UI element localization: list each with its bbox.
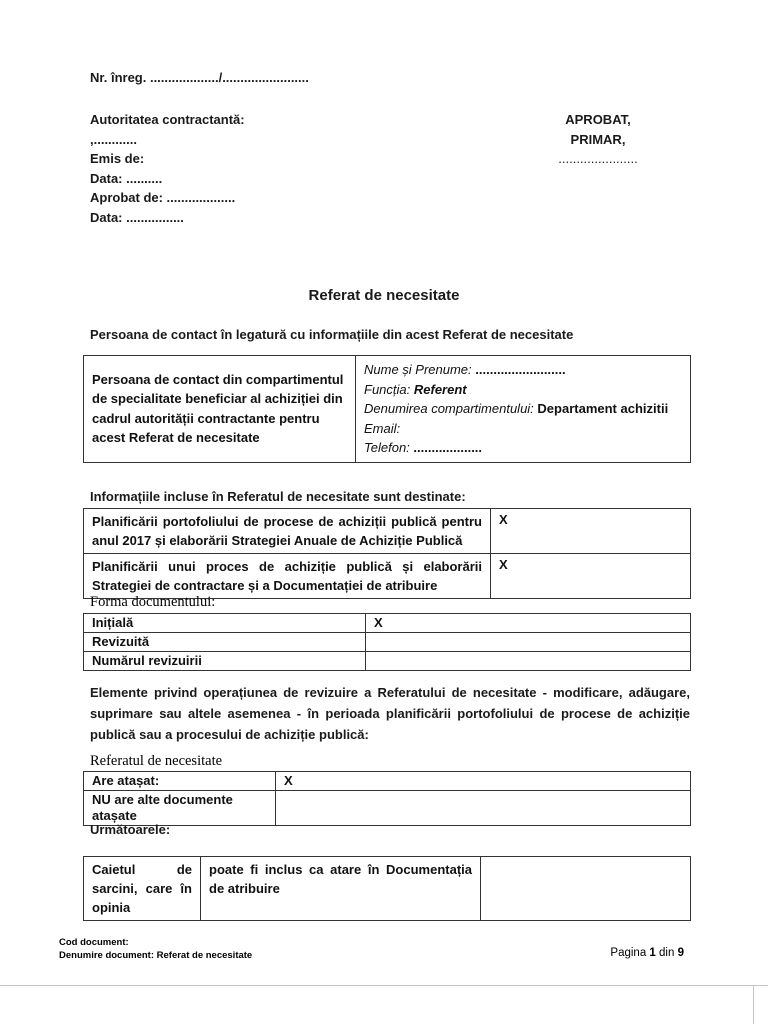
caiet-cell-3	[481, 857, 691, 921]
function-line	[364, 380, 682, 400]
caiet-table	[83, 856, 691, 921]
destinate-mark-2: X	[491, 554, 691, 599]
signature-dots: ......................	[558, 151, 638, 166]
forma-mark-numarul	[366, 652, 691, 671]
destinate-option-2: Planificării unui proces de achiziție publică și elaborării Strategiei de contractare și a Documentației de atribuire	[84, 554, 491, 599]
email-line	[364, 419, 682, 439]
forma-label-initiala: Inițială	[84, 614, 366, 633]
atasat-table	[83, 771, 691, 826]
email-label: Email:	[364, 420, 401, 436]
table-row	[84, 857, 691, 921]
name-label: Nume și Prenume:	[364, 362, 472, 377]
date-approved-line: Data: ................	[90, 209, 184, 225]
cod-document-line: Cod document:	[59, 937, 129, 948]
destinate-table	[83, 508, 691, 599]
aprobat-label: APROBAT,	[565, 112, 631, 127]
table-row	[84, 633, 691, 652]
phone-label: Telefon:	[364, 440, 410, 455]
department-value: Departament achizitii	[537, 401, 669, 416]
destinate-heading: Informațiile incluse în Referatul de necesitate sunt destinate:	[90, 489, 466, 504]
contact-description-cell: Persoana de contact din compartimentul de specialitate beneficiar al achiziției din cadrul autorității contractante pentru acest Referat de necesitate	[84, 356, 356, 463]
contact-heading: Persoana de contact în legatură cu informațiile din acest Referat de necesitate	[90, 327, 574, 342]
footer-code-block	[59, 936, 252, 962]
forma-table	[83, 613, 691, 671]
forma-mark-revizuita	[366, 633, 691, 652]
contact-details-cell	[356, 356, 691, 463]
approval-block	[538, 110, 658, 169]
date-issued-line: Data: ..........	[90, 170, 163, 186]
table-row	[84, 614, 691, 633]
caiet-cell-2: poate fi inclus ca atare în Documentația de atribuire	[201, 857, 481, 921]
function-value: Referent	[413, 381, 467, 397]
page-bottom-edge	[0, 985, 768, 986]
page-indicator	[610, 947, 684, 959]
denumire-document-line: Denumire document: Referat de necesitate	[59, 950, 253, 961]
destinate-mark-1: X	[491, 509, 691, 554]
table-row	[84, 791, 691, 826]
function-label: Funcția:	[364, 381, 411, 397]
page-right-edge	[753, 985, 754, 1024]
contact-table	[83, 355, 691, 463]
forma-label-revizuita: Revizuită	[84, 633, 366, 652]
forma-label-numarul: Numărul revizuirii	[84, 652, 366, 671]
atasat-mark-2	[276, 791, 691, 826]
department-label: Denumirea compartimentului:	[364, 401, 534, 416]
issued-by-label: Emis de:	[90, 151, 145, 166]
phone-line	[364, 438, 682, 458]
table-row	[84, 652, 691, 671]
forma-heading: Forma documentului:	[90, 594, 216, 610]
department-line	[364, 399, 682, 419]
page-number: 1	[649, 947, 656, 959]
phone-value: ...................	[413, 440, 483, 455]
forma-mark-initiala: X	[366, 614, 691, 633]
registration-number: Nr. înreg. .................../........................	[90, 70, 309, 85]
authority-name-dots: ,............	[90, 131, 137, 147]
revision-paragraph: Elemente privind operațiunea de revizuire a Referatului de necesitate - modificare, adăugare, suprimare sau altele asemenea - în perioada planificării portofoliului de procese de achiziție publică sau a procesului de achiziție publică:	[90, 685, 690, 742]
destinate-option-1: Planificării portofoliului de procese de achiziții publică pentru anul 2017 și elaborării Strategiei Anuale de Achiziție Publică	[84, 509, 491, 554]
name-value: .........................	[475, 362, 566, 377]
document-title: Referat de necesitate	[308, 287, 460, 304]
pagina-label: Pagina	[610, 947, 647, 959]
table-row	[84, 554, 691, 599]
total-pages: 9	[677, 947, 684, 959]
table-row	[84, 356, 691, 463]
table-row	[84, 509, 691, 554]
table-row	[84, 772, 691, 791]
contracting-authority-label: Autoritatea contractantă:	[90, 112, 245, 127]
approved-by-line: Aprobat de: ...................	[90, 190, 236, 205]
referat-heading: Referatul de necesitate	[90, 753, 223, 769]
atasat-mark-1: X	[276, 772, 691, 791]
urmatoarele-heading: Următoarele:	[90, 822, 171, 837]
atasat-label-1: Are atașat:	[84, 772, 276, 791]
name-line	[364, 360, 682, 380]
primar-label: PRIMAR,	[570, 131, 626, 147]
issuer-block	[90, 110, 245, 227]
caiet-cell-1: Caietul de sarcini, care în opinia	[84, 857, 201, 921]
atasat-label-2: NU are alte documente atașate	[84, 791, 276, 826]
din-label: din	[659, 947, 675, 959]
